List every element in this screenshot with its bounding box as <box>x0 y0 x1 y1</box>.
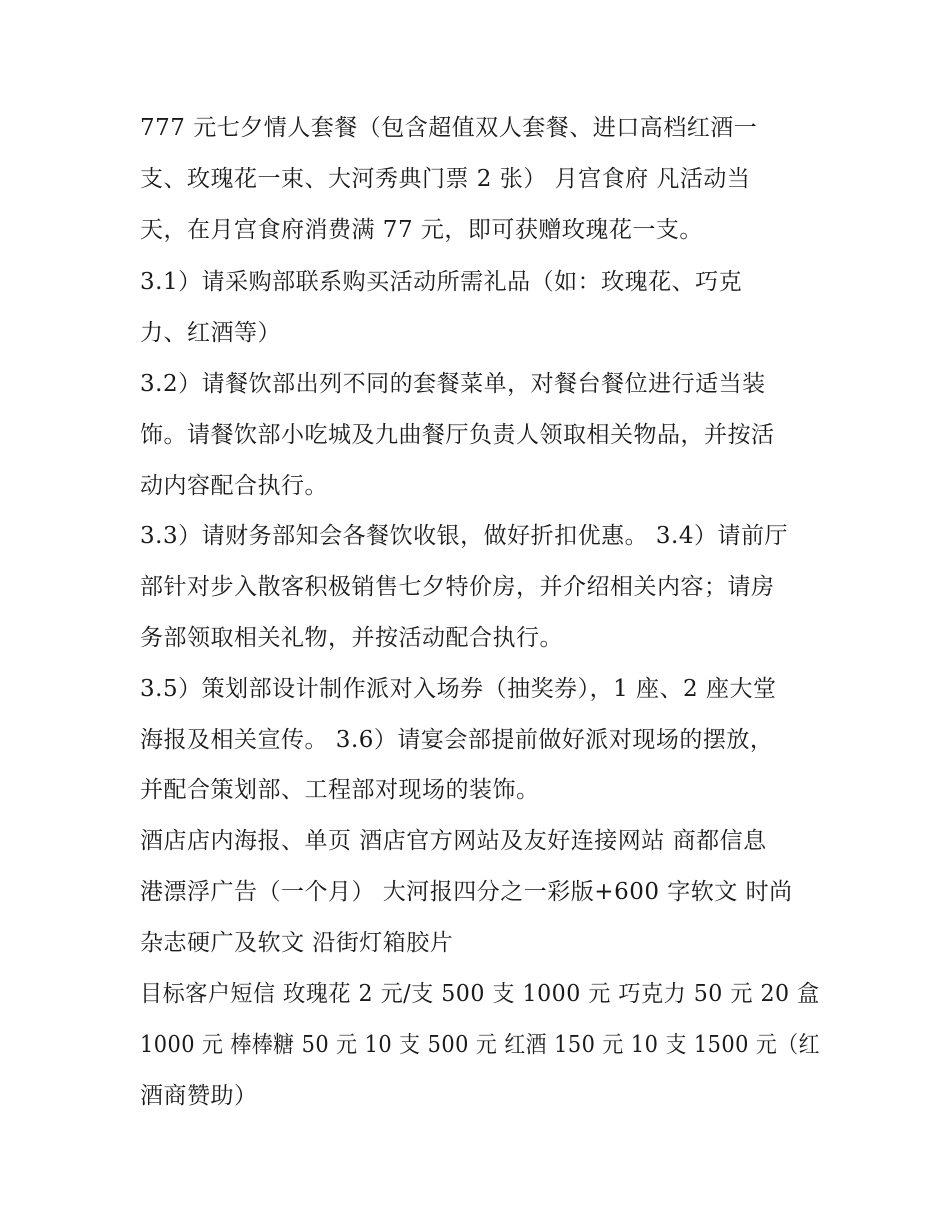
text-line: 港漂浮广告（一个月） 大河报四分之一彩版+600 字软文 时尚 <box>140 879 793 905</box>
text-line: 目标客户短信 玫瑰花 2 元/支 500 支 1000 元 巧克力 50 元 20 盒 <box>140 981 820 1007</box>
text-line: 海报及相关宣传。 3.6）请宴会部提前做好派对现场的摆放， <box>140 727 774 753</box>
text-line: 3.1）请采购部联系购买活动所需礼品（如：玫瑰花、巧克 <box>140 269 743 295</box>
text-line: 1000 元 棒棒糖 50 元 10 支 500 元 红酒 150 元 10 支 1500 元（红 <box>140 1032 820 1058</box>
text-line: 3.2）请餐饮部出列不同的套餐菜单，对餐台餐位进行适当装 <box>140 371 766 397</box>
text-line: 动内容配合执行。 <box>140 473 328 499</box>
text-line: 天，在月宫食府消费满 77 元，即可获赠玫瑰花一支。 <box>140 217 703 243</box>
text-line: 777 元七夕情人套餐（包含超值双人套餐、进口高档红酒一 <box>140 115 758 141</box>
text-line: 3.5）策划部设计制作派对入场券（抽奖券），1 座、2 座大堂 <box>140 676 777 702</box>
text-line: 务部领取相关礼物，并按活动配合执行。 <box>140 625 563 651</box>
text-line: 力、红酒等） <box>140 320 281 346</box>
text-line: 酒商赞助） <box>140 1083 258 1109</box>
text-line: 并配合策划部、工程部对现场的装饰。 <box>140 777 540 803</box>
text-line: 杂志硬广及软文 沿街灯箱胶片 <box>140 930 454 956</box>
text-line: 3.3）请财务部知会各餐饮收银，做好折扣优惠。 3.4）请前厅 <box>140 523 788 549</box>
text-line: 部针对步入散客积极销售七夕特价房，并介绍相关内容；请房 <box>140 574 775 600</box>
text-line: 饰。请餐饮部小吃城及九曲餐厅负责人领取相关物品，并按活 <box>140 422 775 448</box>
text-line: 酒店店内海报、单页 酒店官方网站及友好连接网站 商都信息 <box>140 828 767 854</box>
text-line: 支、玫瑰花一束、大河秀典门票 2 张） 月宫食府 凡活动当 <box>140 166 751 192</box>
